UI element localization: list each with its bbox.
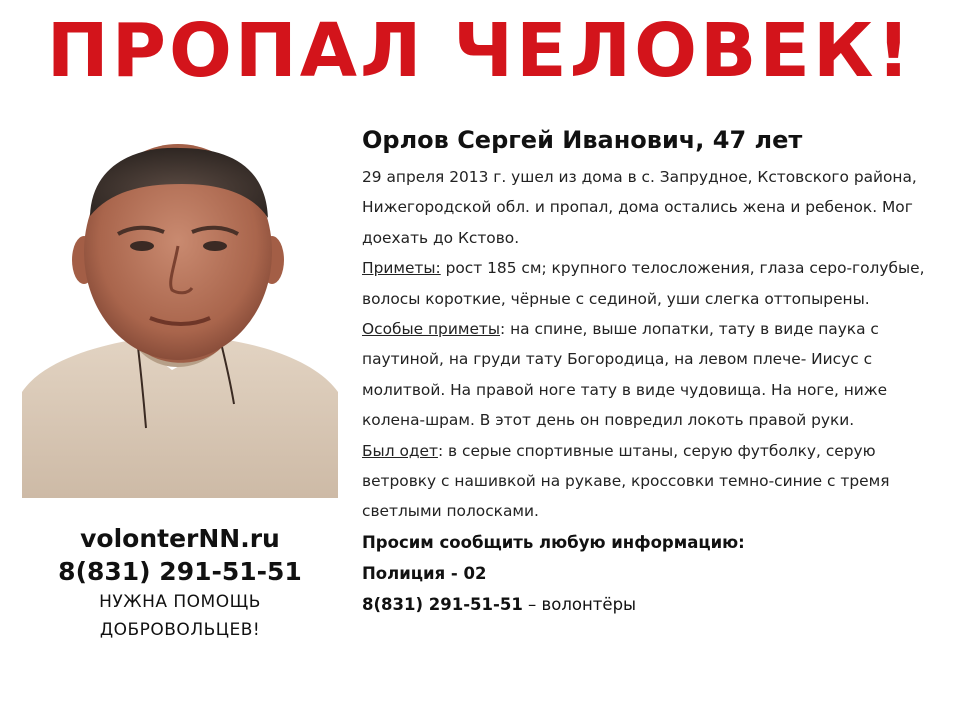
headline: ПРОПАЛ ЧЕЛОВЕК!	[46, 8, 914, 94]
volunteer-phone-line	[362, 589, 952, 620]
clothes-text: : в серые спортивные штаны, серую футболку, серую ветровку с нашивкой на рукаве, кроссовки темно-синие с тремя светлыми полосками.	[362, 441, 890, 521]
special-signs-label: Особые приметы	[362, 320, 501, 339]
volunteer-phone: 8(831) 291-51-51	[362, 594, 523, 614]
volunteer-suffix: – волонтёры	[522, 594, 637, 614]
request-info-line: Просим сообщить любую информацию:	[362, 532, 745, 552]
person-name: Орлов Сергей Иванович, 47 лет	[362, 126, 803, 154]
help-line-2: ДОБРОВОЛЬЦЕВ!	[99, 620, 261, 640]
police-line: Полиция - 02	[362, 563, 487, 583]
clothes-label: Был одет	[362, 441, 438, 460]
signs-paragraph	[362, 253, 952, 314]
help-line-1: НУЖНА ПОМОЩЬ	[99, 592, 261, 612]
phone-number: 8(831) 291-51-51	[58, 557, 302, 586]
story-text: 29 апреля 2013 г. ушел из дома в с. Запрудное, Кстовского района, Нижегородской обл. и пропал, дома остались жена и ребенок. Мог доехать до Кстово.	[362, 168, 917, 247]
special-signs-text: : на спине, выше лопатки, тату в виде паука с паутиной, на груди тату Богородица, на левом плече- Иисус с молитвой. На правой ноге тату в виде чудовища. На ноге, ниже колена-шрам. В этот день он повредил локоть правой руки.	[362, 320, 888, 430]
signs-text: рост 185 см; крупного телосложения, глаза серо-голубые, волосы короткие, чёрные с сединой, уши слегка оттопырены.	[362, 259, 925, 308]
person-portrait-icon	[22, 142, 338, 498]
clothes-paragraph	[362, 436, 952, 527]
left-contact-block	[22, 522, 338, 644]
website-link[interactable]: volonterNN.ru	[80, 524, 280, 553]
missing-person-details	[362, 118, 952, 620]
signs-label: Приметы:	[362, 259, 441, 278]
special-signs-paragraph	[362, 314, 952, 436]
person-photo	[22, 142, 338, 498]
